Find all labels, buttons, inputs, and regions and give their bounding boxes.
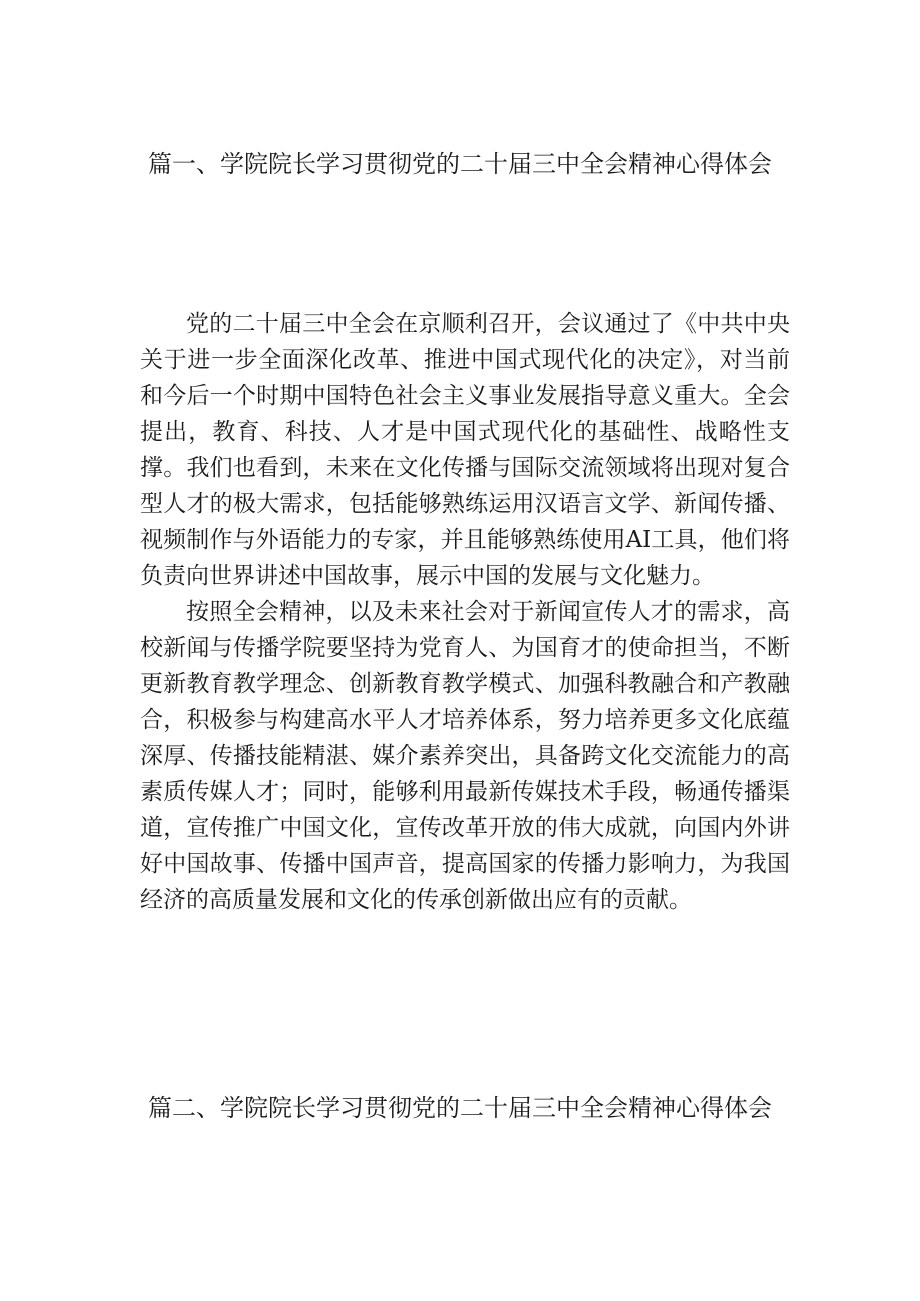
section-1-body: [140, 306, 790, 918]
section-2-title: 篇二、学院院长学习贯彻党的二十届三中全会精神心得体会: [148, 1094, 772, 1122]
section-1-paragraph-1: 党的二十届三中全会在京顺利召开，会议通过了《中共中央关于进一步全面深化改革、推进中国式现代化的决定》，对当前和今后一个时期中国特色社会主义事业发展指导意义重大。全会提出，教育、科技、人才是中国式现代化的基础性、战略性支撑。我们也看到，未来在文化传播与国际交流领域将出现对复合型人才的极大需求，包括能够熟练运用汉语言文学、新闻传播、视频制作与外语能力的专家，并且能够熟练使用AI工具，他们将负责向世界讲述中国故事，展示中国的发展与文化魅力。: [140, 311, 790, 589]
section-1-paragraph-2: 按照全会精神，以及未来社会对于新闻宣传人才的需求，高校新闻与传播学院要坚持为党育人、为国育才的使命担当，不断更新教育教学理念、创新教育教学模式、加强科教融合和产教融合，积极参与构建高水平人才培养体系，努力培养更多文化底蕴深厚、传播技能精湛、媒介素养突出，具备跨文化交流能力的高素质传媒人才；同时，能够利用最新传媒技术手段，畅通传播渠道，宣传推广中国文化，宣传改革开放的伟大成就，向国内外讲好中国故事、传播中国声音，提高国家的传播力影响力，为我国经济的高质量发展和文化的传承创新做出应有的贡献。: [140, 599, 790, 913]
section-1-title: 篇一、学院院长学习贯彻党的二十届三中全会精神心得体会: [148, 150, 772, 178]
